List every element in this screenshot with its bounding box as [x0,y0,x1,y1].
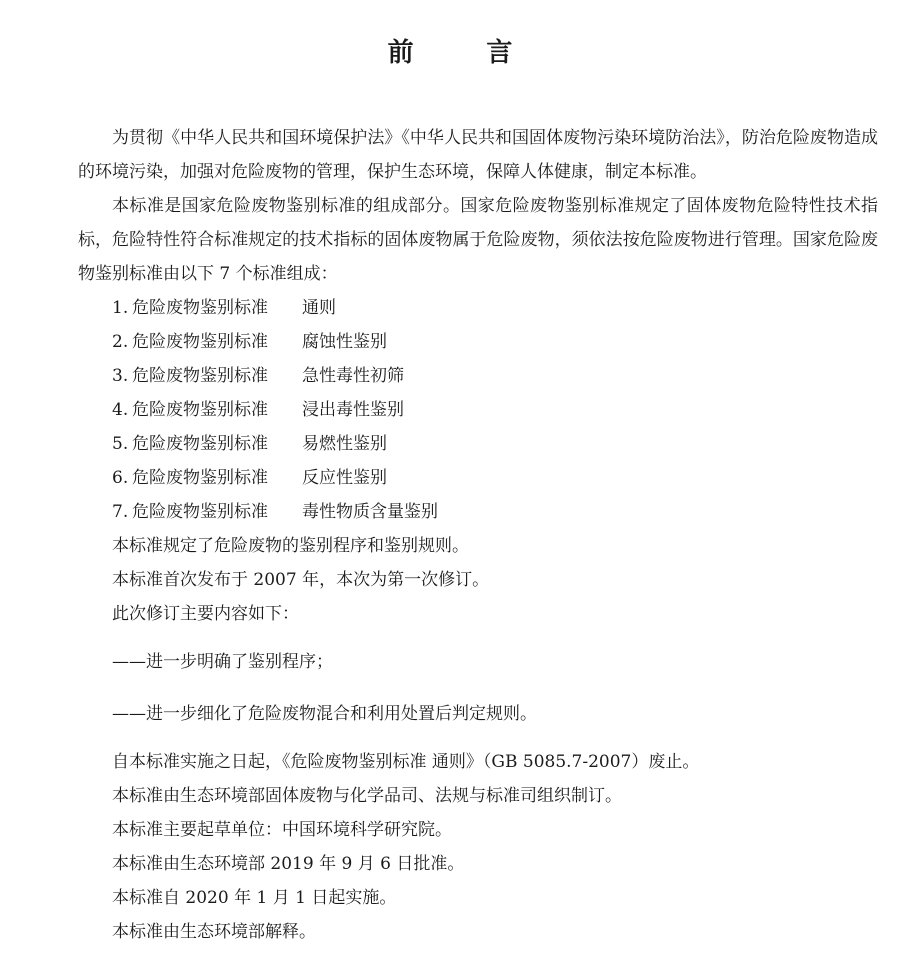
list-item-number: 2. [112,332,129,352]
list-item-part: 反应性鉴别 [302,468,387,488]
paragraph-effective-date: 本标准自 2020 年 1 月 1 日起实施。 [112,888,397,908]
paragraph-interpretation: 本标准由生态环境部解释。 [112,922,316,942]
paragraph-scope: 本标准规定了危险废物的鉴别程序和鉴别规则。 [112,536,469,556]
list-item-standard: 危险废物鉴别标准 [132,366,268,386]
list-item [78,427,878,461]
list-item-number: 7. [112,502,129,522]
list-item-standard: 危险废物鉴别标准 [132,434,268,454]
list-item-part: 通则 [302,298,336,318]
list-item-part: 浸出毒性鉴别 [302,400,404,420]
list-item-part: 毒性物质含量鉴别 [302,502,438,522]
list-item [78,495,878,529]
list-item-number: 6. [112,468,129,488]
list-item-number: 3. [112,366,129,386]
revision-item: ——进一步明确了鉴别程序； [112,652,333,672]
list-item-number: 5. [112,434,129,454]
list-item [78,461,878,495]
list-item [78,359,878,393]
standards-list [78,291,878,529]
list-item [78,291,878,325]
paragraph-drafter: 本标准主要起草单位：中国环境科学研究院。 [112,820,452,840]
paragraph-organizer: 本标准由生态环境部固体废物与化学品司、法规与标准司组织制订。 [112,786,622,806]
list-item-part: 易燃性鉴别 [302,434,387,454]
list-item-part: 腐蚀性鉴别 [302,332,387,352]
list-item-standard: 危险废物鉴别标准 [132,468,268,488]
list-item-number: 1. [112,298,129,318]
list-item-standard: 危险废物鉴别标准 [132,332,268,352]
list-item [78,325,878,359]
paragraph-purpose: 为贯彻《中华人民共和国环境保护法》《中华人民共和国固体废物污染环境防治法》，防治危险废物造成的环境污染，加强对危险废物的管理，保护生态环境，保障人体健康，制定本标准。 [78,128,878,182]
paragraph-composition: 本标准是国家危险废物鉴别标准的组成部分。国家危险废物鉴别标准规定了固体废物危险特性技术指标，危险特性符合标准规定的技术指标的固体废物属于危险废物，须依法按危险废物进行管理。国家危险废物鉴别标准由以下 7 个标准组成： [78,196,878,284]
list-item-standard: 危险废物鉴别标准 [132,502,268,522]
revision-item: ——进一步细化了危险废物混合和利用处置后判定规则。 [112,704,537,724]
list-item-part: 急性毒性初筛 [302,366,404,386]
list-item-number: 4. [112,400,129,420]
paragraph-supersede: 自本标准实施之日起，《危险废物鉴别标准 通则》（GB 5085.7-2007）废止。 [112,752,700,772]
paragraph-revision-intro: 此次修订主要内容如下： [112,604,299,624]
list-item [78,393,878,427]
paragraph-history: 本标准首次发布于 2007 年，本次为第一次修订。 [112,570,490,590]
document-body [78,121,878,949]
list-item-standard: 危险废物鉴别标准 [132,298,268,318]
list-item-standard: 危险废物鉴别标准 [132,400,268,420]
page-title: 前 言 [387,38,536,68]
paragraph-approval: 本标准由生态环境部 2019 年 9 月 6 日批准。 [112,854,465,874]
